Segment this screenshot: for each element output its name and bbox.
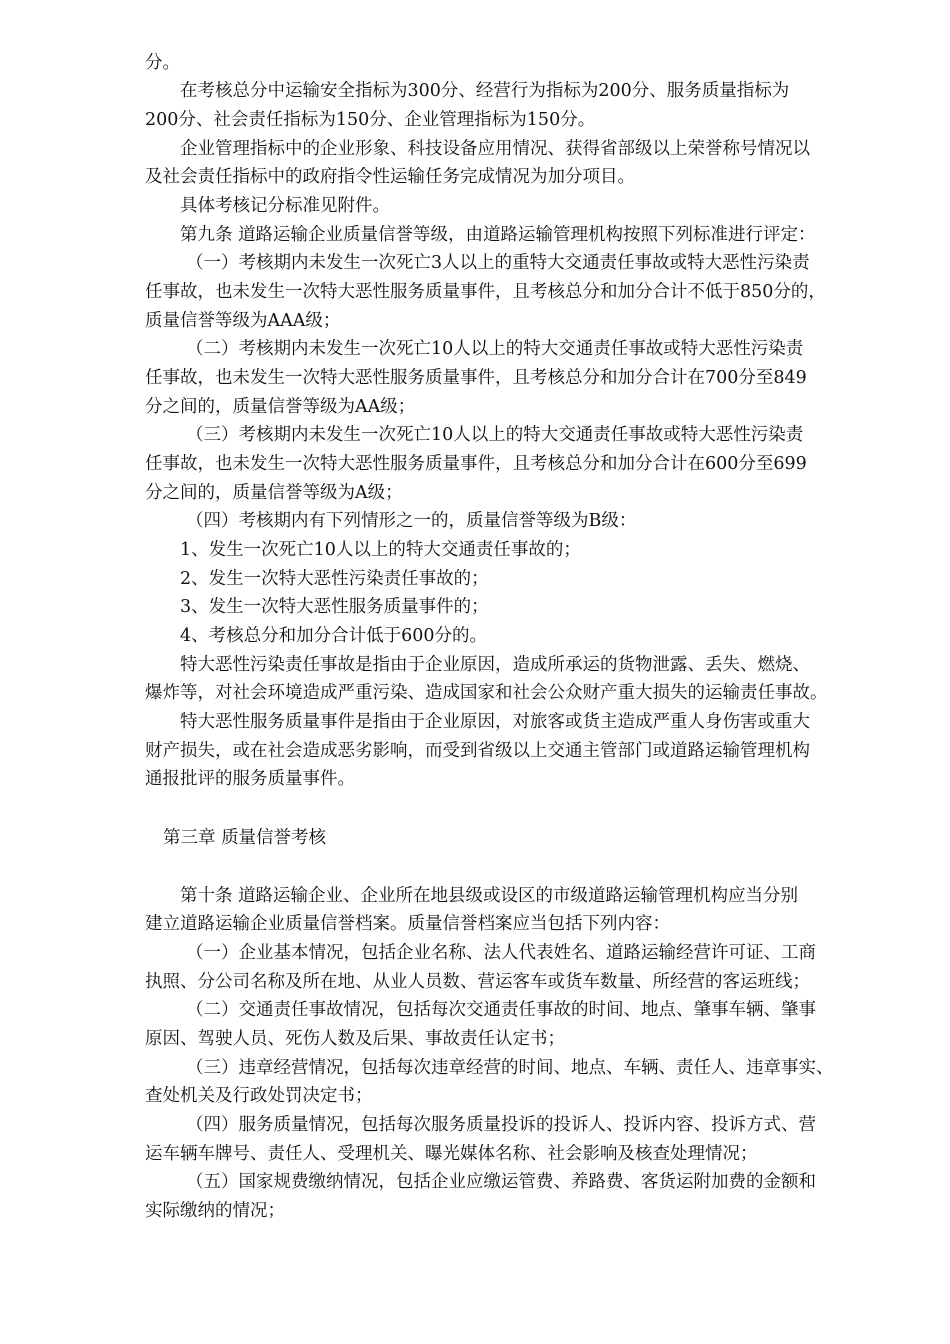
text-line: 财产损失，或在社会造成恶劣影响，而受到省级以上交通主管部门或道路运输管理机构 bbox=[145, 741, 810, 761]
chapter-heading: 第三章 质量信誉考核 bbox=[163, 828, 327, 848]
list-item: 1、发生一次死亡10人以上的特大交通责任事故的； bbox=[180, 540, 581, 560]
text-line: （二）考核期内未发生一次死亡10人以上的特大交通责任事故或特大恶性污染责 bbox=[186, 339, 804, 359]
text-line: （三）违章经营情况，包括每次违章经营的时间、地点、车辆、责任人、违章事实、 bbox=[186, 1058, 834, 1078]
text-line: 通报批评的服务质量事件。 bbox=[145, 769, 355, 789]
text-line: 实际缴纳的情况； bbox=[145, 1201, 285, 1221]
text-line: 在考核总分中运输安全指标为300分、经营行为指标为200分、服务质量指标为 bbox=[180, 81, 790, 101]
list-item: 2、发生一次特大恶性污染责任事故的； bbox=[180, 569, 489, 589]
text-line: （三）考核期内未发生一次死亡10人以上的特大交通责任事故或特大恶性污染责 bbox=[186, 425, 804, 445]
text-line: 企业管理指标中的企业形象、科技设备应用情况、获得省部级以上荣誉称号情况以 bbox=[180, 139, 810, 159]
text-line: 爆炸等，对社会环境造成严重污染、造成国家和社会公众财产重大损失的运输责任事故。 bbox=[145, 683, 828, 703]
text-line: （一）企业基本情况，包括企业名称、法人代表姓名、道路运输经营许可证、工商 bbox=[186, 943, 816, 963]
text-line: 分之间的，质量信誉等级为A级； bbox=[145, 483, 403, 503]
text-line: 特大恶性服务质量事件是指由于企业原因，对旅客或货主造成严重人身伤害或重大 bbox=[180, 712, 810, 732]
text-line: 质量信誉等级为AAA级； bbox=[145, 311, 341, 331]
text-line: 运车辆车牌号、责任人、受理机关、曝光媒体名称、社会影响及核查处理情况； bbox=[145, 1144, 758, 1164]
text-line: 分之间的，质量信誉等级为AA级； bbox=[145, 397, 416, 417]
text-line: 200分、社会责任指标为150分、企业管理指标为150分。 bbox=[145, 110, 596, 130]
text-line: （一）考核期内未发生一次死亡3人以上的重特大交通责任事故或特大恶性污染责 bbox=[186, 253, 810, 273]
text-line: 查处机关及行政处罚决定书； bbox=[145, 1086, 373, 1106]
article-10-heading: 第十条 道路运输企业、企业所在地县级或设区的市级道路运输管理机构应当分别 bbox=[180, 886, 799, 906]
text-line: 任事故，也未发生一次特大恶性服务质量事件，且考核总分和加分合计不低于850分的， bbox=[145, 282, 826, 302]
text-line: 建立道路运输企业质量信誉档案。质量信誉档案应当包括下列内容： bbox=[145, 914, 670, 934]
text-line: 及社会责任指标中的政府指令性运输任务完成情况为加分项目。 bbox=[145, 167, 635, 187]
text-line: 执照、分公司名称及所在地、从业人员数、营运客车或货车数量、所经营的客运班线； bbox=[145, 972, 810, 992]
text-line: 分。 bbox=[145, 53, 180, 73]
text-line: 特大恶性污染责任事故是指由于企业原因，造成所承运的货物泄露、丢失、燃烧、 bbox=[180, 655, 810, 675]
text-line: 原因、驾驶人员、死伤人数及后果、事故责任认定书； bbox=[145, 1029, 565, 1049]
text-line: 任事故，也未发生一次特大恶性服务质量事件，且考核总分和加分合计在700分至849 bbox=[145, 368, 807, 388]
text-line: 具体考核记分标准见附件。 bbox=[180, 196, 390, 216]
list-item: 3、发生一次特大恶性服务质量事件的； bbox=[180, 597, 489, 617]
list-item: 4、考核总分和加分合计低于600分的。 bbox=[180, 626, 488, 646]
text-line: 任事故，也未发生一次特大恶性服务质量事件，且考核总分和加分合计在600分至699 bbox=[145, 454, 807, 474]
article-9-heading: 第九条 道路运输企业质量信誉等级，由道路运输管理机构按照下列标准进行评定： bbox=[180, 225, 816, 245]
text-line: （五）国家规费缴纳情况，包括企业应缴运管费、养路费、客货运附加费的金额和 bbox=[186, 1172, 816, 1192]
text-line: （四）考核期内有下列情形之一的，质量信誉等级为B级： bbox=[186, 511, 637, 531]
text-line: （二）交通责任事故情况，包括每次交通责任事故的时间、地点、肇事车辆、肇事 bbox=[186, 1000, 816, 1020]
text-line: （四）服务质量情况，包括每次服务质量投诉的投诉人、投诉内容、投诉方式、营 bbox=[186, 1115, 816, 1135]
